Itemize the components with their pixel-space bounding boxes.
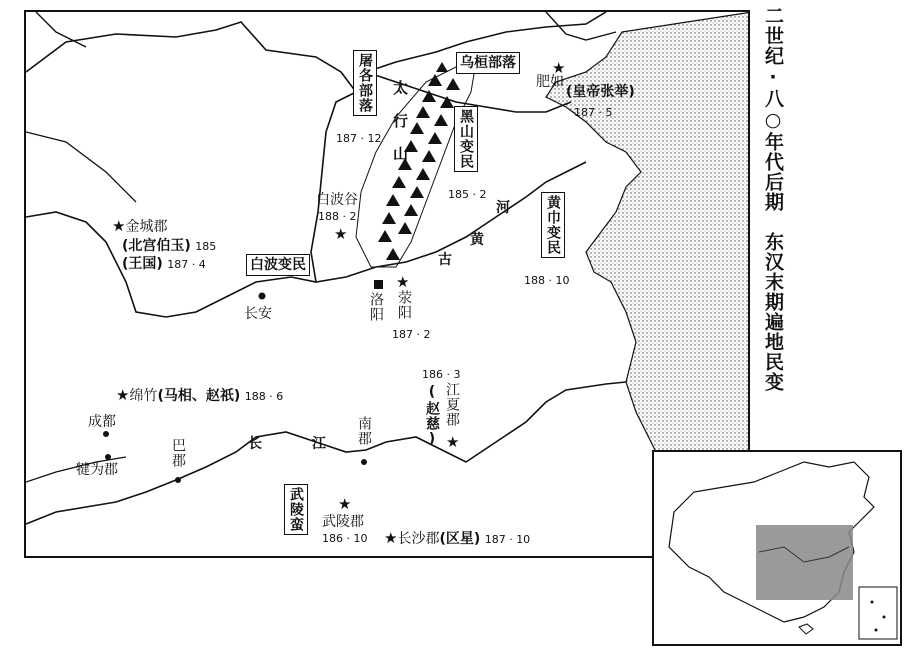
feiru-label: 肥如: [536, 74, 564, 90]
feiru-star: ★: [552, 59, 566, 77]
feiru-date: 187 · 5: [574, 106, 613, 119]
xingyang-star: ★: [396, 273, 410, 291]
jiangxia-date: 186 · 3: [422, 368, 461, 381]
baibo-label: 白波变民: [246, 254, 310, 276]
mianzhu-label: [116, 387, 283, 404]
mianzhu-star: ★: [116, 386, 130, 404]
changsha-note: (区星): [439, 531, 481, 547]
chengdu-dot: [103, 431, 109, 437]
mianzhu-note: (马相、赵祇): [157, 388, 241, 404]
wuling-man-label: 武陵蛮: [284, 484, 308, 535]
wuling-label: 武陵郡: [322, 514, 364, 530]
nanjun-label: 南郡: [356, 416, 372, 446]
jincheng-line3: [122, 256, 206, 272]
river-gu: 古: [438, 252, 452, 268]
river-chang: [248, 436, 262, 452]
bajun-label: 巴郡: [170, 438, 186, 468]
baibo-gu-star: ★: [334, 225, 348, 243]
feiru-note: (皇帝张举): [566, 84, 635, 100]
nanjun-dot: [361, 459, 367, 465]
wuhuan-label: 乌桓部落: [456, 52, 520, 74]
top-left-border: [36, 12, 86, 47]
jincheng-date1: 185: [195, 240, 217, 253]
inset-hainan: [799, 624, 813, 634]
mianzhu-date: 188 · 6: [244, 390, 284, 403]
jincheng-star: ★: [112, 217, 126, 235]
tuge-label: 屠各部落: [353, 50, 377, 116]
inset-islands-box: [859, 587, 897, 639]
huanghe-char-2: 黄: [470, 232, 484, 248]
jincheng-line2: [122, 238, 216, 254]
jianwei-dot: [105, 454, 111, 460]
changsha-label: [384, 530, 530, 547]
main-map: [24, 10, 750, 558]
baibo-gu-date: 188 · 2: [318, 210, 357, 223]
wuling-date: 186 · 10: [322, 532, 368, 545]
changan-label: 长安: [244, 306, 272, 322]
river-huang: [470, 232, 484, 248]
jiangxia-note: (赵慈): [424, 384, 440, 448]
changsha-name: 长沙郡: [397, 531, 440, 547]
inset-china-map: [652, 450, 902, 646]
changsha-star: ★: [384, 529, 398, 547]
map-title: 二世纪·八○年代后期 东汉末期遍地民变: [762, 6, 784, 392]
xingyang-label: 荥阳: [396, 290, 412, 320]
jincheng-date2: 187 · 4: [167, 258, 206, 271]
xingyang-date: 187 · 2: [392, 328, 431, 341]
jiangxia-label: 江夏郡: [444, 382, 460, 427]
jincheng-label: [112, 218, 167, 235]
wuling-star: ★: [338, 495, 352, 513]
jiangxia-star: ★: [446, 433, 460, 451]
huangjin-label: 黄巾变民: [541, 192, 565, 258]
luoyang-marker: [374, 280, 383, 289]
inset-svg: [654, 452, 900, 644]
changjiang-char-1: 长: [248, 436, 262, 452]
jincheng-name: 金城郡: [125, 219, 168, 235]
chengdu-label: 成都: [88, 414, 116, 430]
baibo-gu-label: 白波谷: [316, 192, 358, 208]
tuge-date: 187 · 12: [336, 132, 382, 145]
inset-island-2: [883, 616, 886, 619]
yellow-river: [26, 72, 586, 317]
jincheng-note1: (北宫伯玉): [122, 238, 191, 254]
mianzhu-name: 绵竹: [129, 388, 158, 404]
river-he: [496, 200, 510, 216]
jianwei-label: 犍为郡: [76, 462, 118, 478]
huangjin-date: 188 · 10: [524, 274, 570, 287]
heishan-label: 黑山变民: [454, 106, 478, 172]
changjiang-char-2: 江: [312, 436, 326, 452]
map-lines: [26, 12, 750, 558]
changsha-date: 187 · 10: [484, 533, 531, 546]
river-jiang: [312, 436, 326, 452]
west-branch: [26, 132, 136, 202]
inset-island-1: [871, 601, 874, 604]
heishan-date: 185 · 2: [448, 188, 487, 201]
huanghe-char-1: 河: [496, 200, 510, 216]
changan-dot: [259, 293, 266, 300]
jincheng-note2: (王国): [122, 256, 163, 272]
taihang-label: 太行山: [391, 80, 409, 179]
inset-island-3: [875, 629, 878, 632]
inset-highlight: [756, 525, 853, 600]
luoyang-label: 洛阳: [368, 292, 384, 322]
bajun-dot: [175, 477, 181, 483]
